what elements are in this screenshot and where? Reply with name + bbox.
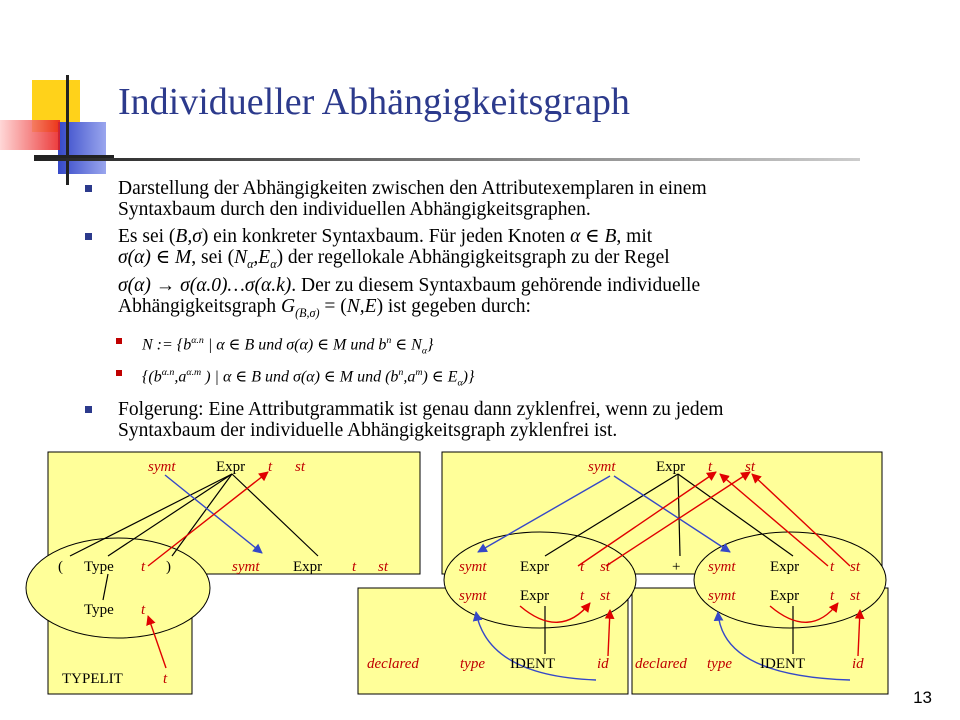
lbl-expr: Expr xyxy=(293,559,323,575)
lbl-st: st xyxy=(600,559,611,575)
b2-math: G xyxy=(281,295,296,317)
lbl-st: st xyxy=(850,588,861,604)
lbl-symt: symt xyxy=(148,459,176,475)
sb1-text: N := {b xyxy=(142,336,192,354)
sb1-text: ∈ N xyxy=(395,336,422,354)
bullet-3-line-2: Syntaxbaum der individuelle Abhängigkeitsgraph zyklenfrei ist. xyxy=(118,419,618,441)
lbl-st: st xyxy=(850,559,861,575)
lbl-ident: IDENT xyxy=(510,656,555,672)
lbl-type: type xyxy=(707,656,732,672)
lbl-symt: symt xyxy=(588,459,616,475)
b2-text: ) ist gegeben durch: xyxy=(376,295,531,317)
b2-math: α ∈ B xyxy=(570,226,617,247)
sb1-sub: α xyxy=(421,345,428,357)
lbl-expr: Expr xyxy=(520,559,550,575)
left-ellipse xyxy=(26,538,210,638)
sb2-sup: n xyxy=(398,367,404,379)
sb1-sup: α.n xyxy=(191,334,204,346)
lbl-t: t xyxy=(830,588,835,604)
lbl-close-paren: ) xyxy=(166,559,171,575)
lbl-id: id xyxy=(597,656,609,672)
b2-math: σ(α) → σ(α.0)…σ(α.k) xyxy=(118,274,292,296)
slide-title: Individueller Abhängigkeitsgraph xyxy=(118,81,630,123)
lbl-t: t xyxy=(352,559,357,575)
lbl-symt: symt xyxy=(459,559,487,575)
sb2-text: ) | α ∈ B und σ(α) ∈ M und (b xyxy=(205,368,399,386)
sb2-sup: α.m xyxy=(186,367,202,379)
sb2-sup: m xyxy=(415,367,423,379)
lbl-t: t xyxy=(141,602,146,618)
sb1-sup: n xyxy=(386,334,392,346)
lbl-t: t xyxy=(268,459,273,475)
lbl-expr: Expr xyxy=(770,588,800,604)
lbl-t: t xyxy=(580,559,585,575)
b2-text: = ( xyxy=(324,295,347,317)
sb1-text: } xyxy=(427,336,434,354)
lbl-ident: IDENT xyxy=(760,656,805,672)
page-number: 13 xyxy=(913,688,932,707)
lbl-id: id xyxy=(852,656,864,672)
lbl-symt: symt xyxy=(459,588,487,604)
bullet-3-line-1: Folgerung: Eine Attributgrammatik ist genau dann zyklenfrei, wenn zu jedem xyxy=(118,398,724,420)
lbl-expr: Expr xyxy=(520,588,550,604)
lbl-declared: declared xyxy=(635,656,687,672)
sb1-text: | α ∈ B und σ(α) ∈ M und b xyxy=(207,336,387,354)
lbl-open-paren: ( xyxy=(58,559,63,575)
b2-sub: α xyxy=(270,256,277,271)
lbl-type: Type xyxy=(84,559,114,575)
sb2-text: ,a xyxy=(174,368,187,386)
b2-text: Es sei ( xyxy=(118,226,176,247)
b2-math: ,E xyxy=(253,247,271,268)
lbl-st: st xyxy=(600,588,611,604)
b2-sub: α xyxy=(247,256,254,271)
lbl-type: type xyxy=(460,656,485,672)
right-ellipse-right xyxy=(694,532,886,628)
lbl-st: st xyxy=(378,559,389,575)
lbl-st: st xyxy=(745,459,756,475)
b2-math: B,σ xyxy=(175,226,202,247)
sb2-sub: α xyxy=(457,377,463,389)
sb2-text: ,a xyxy=(403,368,416,386)
lbl-symt: symt xyxy=(708,559,736,575)
lbl-expr: Expr xyxy=(770,559,800,575)
b2-text: , sei ( xyxy=(191,247,235,268)
lbl-t: t xyxy=(580,588,585,604)
lbl-typelit: TYPELIT xyxy=(62,671,123,687)
bullet-1-line-2: Syntaxbaum durch den individuellen Abhängigkeitsgraphen. xyxy=(118,199,591,220)
lbl-plus: + xyxy=(672,559,681,575)
lbl-type: Type xyxy=(84,602,114,618)
lbl-expr: Expr xyxy=(656,459,686,475)
lbl-expr: Expr xyxy=(216,459,246,475)
lbl-declared: declared xyxy=(367,656,419,672)
b2-text: , mit xyxy=(616,226,653,247)
b2-text: ) ein konkreter Syntaxbaum. Für jeden Knoten xyxy=(201,226,566,247)
sb2-sup: α.n xyxy=(161,367,175,379)
sb2-text: ) ∈ E xyxy=(422,368,458,386)
lbl-symt: symt xyxy=(708,588,736,604)
lbl-t: t xyxy=(830,559,835,575)
b2-math: N,E xyxy=(346,295,377,317)
lbl-symt: symt xyxy=(232,559,260,575)
lbl-t: t xyxy=(141,559,146,575)
lbl-t: t xyxy=(163,671,168,687)
b2-sub: (B,σ) xyxy=(295,305,320,320)
b2-math: N xyxy=(234,247,248,268)
b2-math: σ(α) ∈ M xyxy=(118,247,192,268)
b2-text: ) der regellokale Abhängigkeitsgraph zu der Regel xyxy=(276,247,670,268)
b2-text: . Der zu diesem Syntaxbaum gehörende individuelle xyxy=(291,274,701,296)
b2-text: Abhängigkeitsgraph xyxy=(118,295,277,317)
lbl-st: st xyxy=(295,459,306,475)
bullet-1-line-1: Darstellung der Abhängigkeiten zwischen den Attributexemplaren in einem xyxy=(118,178,707,199)
lbl-t: t xyxy=(708,459,713,475)
sb2-text: {(b xyxy=(142,368,162,386)
sb2-text: )} xyxy=(462,368,475,386)
